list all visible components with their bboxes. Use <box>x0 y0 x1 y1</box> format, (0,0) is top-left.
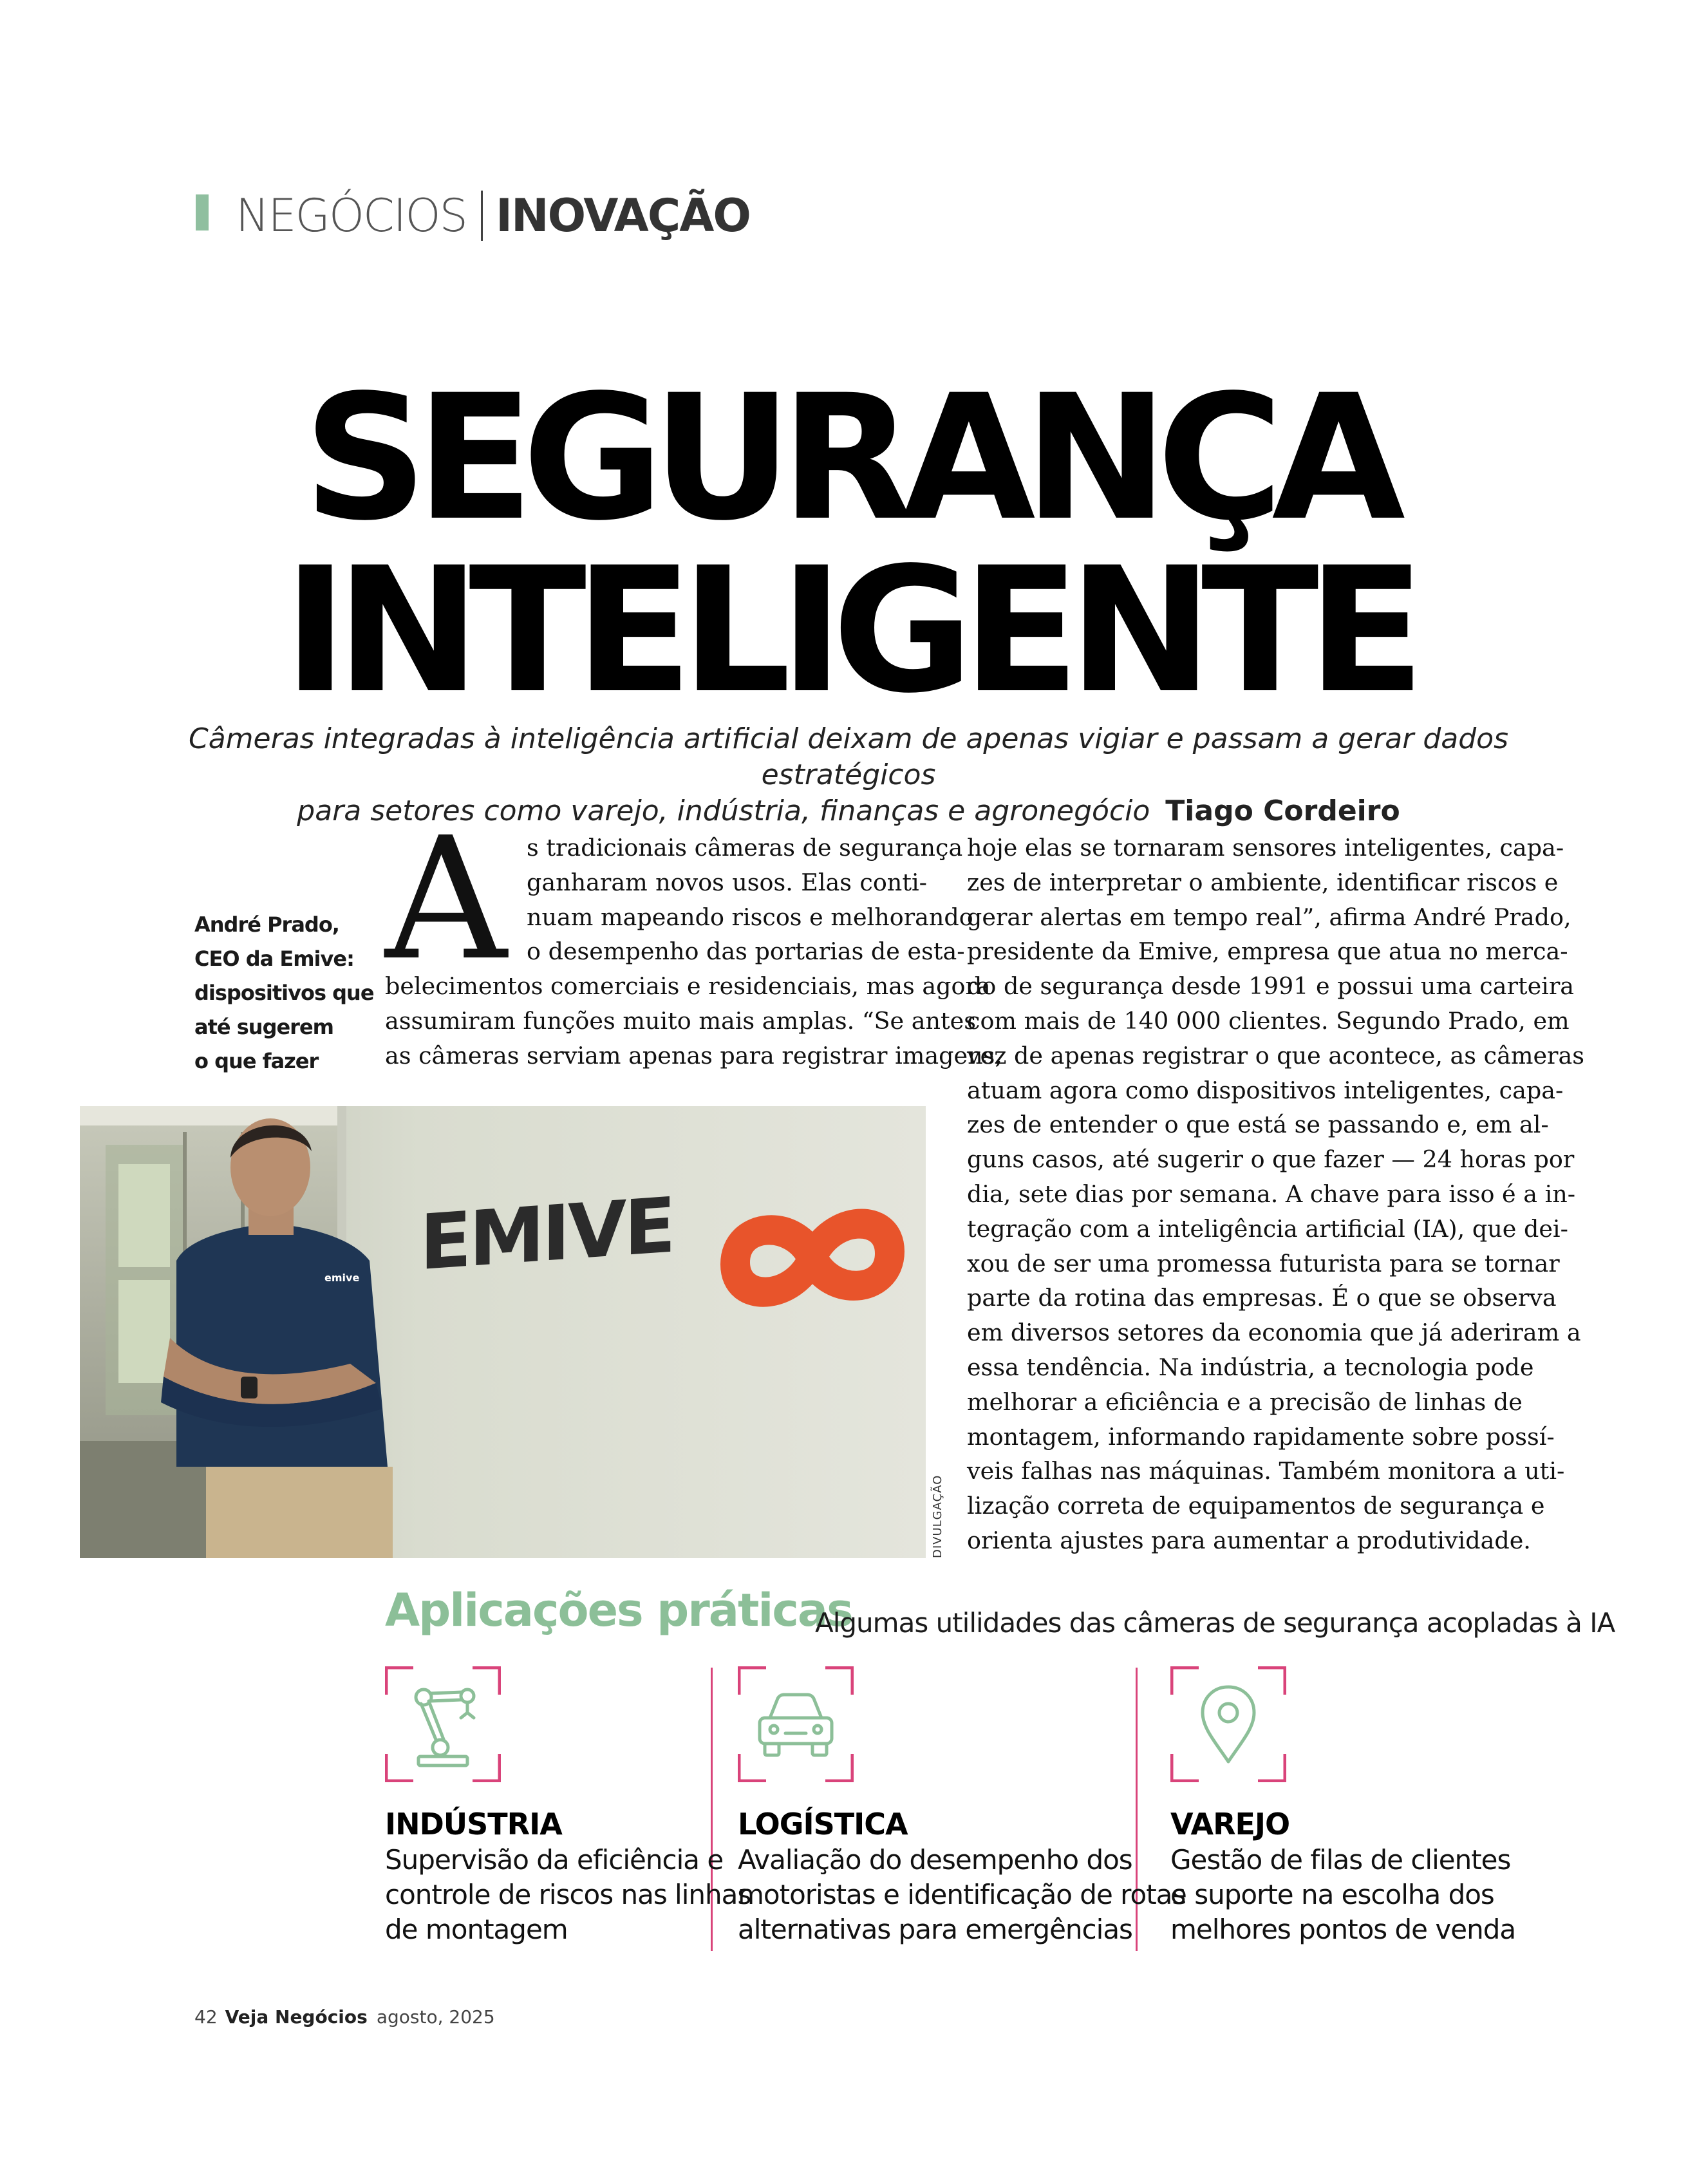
text-line: tegração com a inteligência artificial (IA), que dei- <box>967 1214 1568 1243</box>
logistics-heading: LOGÍSTICA <box>738 1807 908 1841</box>
description-line: motoristas e identificação de rotas <box>738 1879 1186 1910</box>
drop-cap: A <box>385 801 507 997</box>
headline-line-1: SEGURANÇA <box>303 358 1394 559</box>
section-header <box>236 180 750 251</box>
photo-credit-text: DIVULGAÇÃO <box>931 1474 944 1558</box>
text-line: dia, sete dias por semana. A chave para isso é a in- <box>967 1180 1576 1208</box>
deck-line-2: para setores como varejo, indústria, finanças e agronegócio <box>297 795 1150 827</box>
article-column-1 <box>385 831 1002 1073</box>
text-line: nuam mapeando riscos e melhorando <box>527 903 973 931</box>
caption-line: André Prado, <box>194 912 339 937</box>
car-icon <box>738 1666 854 1782</box>
byline: Tiago Cordeiro <box>1165 795 1400 827</box>
issue-date: agosto, 2025 <box>376 2006 495 2028</box>
retail-heading: VAREJO <box>1170 1807 1290 1841</box>
description-line: controle de riscos nas linhas <box>385 1879 751 1910</box>
logistics-description <box>738 1843 1185 1947</box>
text-line: parte da rotina das empresas. É o que se observa <box>967 1284 1557 1312</box>
caption-line: o que fazer <box>194 1049 319 1073</box>
publication-name: Veja Negócios <box>225 2006 368 2028</box>
industry-description <box>385 1843 751 1947</box>
ceo-photo <box>80 1106 926 1558</box>
retail-description <box>1170 1843 1515 1947</box>
caption-line: até sugerem <box>194 1015 333 1039</box>
text-line: atuam agora como dispositivos inteligentes, capa- <box>967 1076 1564 1104</box>
caption-line: CEO da Emive: <box>194 946 354 971</box>
description-line: melhores pontos de venda <box>1170 1914 1516 1945</box>
text-line: assumiram funções muito mais amplas. “Se antes <box>385 1006 976 1035</box>
deck <box>129 721 1568 829</box>
sign-text: EMIVE <box>420 1180 673 1288</box>
description-line: alternativas para emergências <box>738 1914 1132 1945</box>
description-line: e suporte na escolha dos <box>1170 1879 1494 1910</box>
industry-heading: INDÚSTRIA <box>385 1807 562 1841</box>
applications-subtitle: Algumas utilidades das câmeras de segurança acopladas à IA <box>815 1607 1615 1639</box>
text-line: ganharam novos usos. Elas conti- <box>527 868 927 896</box>
caption-line: dispositivos que <box>194 981 374 1005</box>
description-line: de montagem <box>385 1914 568 1945</box>
text-line: vez de apenas registrar o que acontece, as câmeras <box>967 1041 1584 1069</box>
text-line: lização correta de equipamentos de segurança e <box>967 1492 1545 1520</box>
text-line: o desempenho das portarias de esta- <box>527 937 965 966</box>
robot-arm-icon <box>385 1666 501 1782</box>
text-line: guns casos, até sugerir o que fazer — 24 horas por <box>967 1145 1575 1174</box>
text-line: presidente da Emive, empresa que atua no merca- <box>967 937 1568 966</box>
text-line: as câmeras serviam apenas para registrar imagens, <box>385 1041 1002 1069</box>
location-pin-icon <box>1170 1666 1286 1782</box>
section-topic: INOVAÇÃO <box>496 189 750 242</box>
photo-credit <box>927 1474 953 1558</box>
text-line: em diversos setores da economia que já aderiram a <box>967 1319 1581 1347</box>
text-line: s tradicionais câmeras de segurança <box>527 834 963 861</box>
text-line: gerar alertas em tempo real”, afirma André Prado, <box>967 903 1571 931</box>
text-line: hoje elas se tornaram sensores inteligentes, capa- <box>967 834 1564 861</box>
description-line: Supervisão da eficiência e <box>385 1844 724 1876</box>
text-line: com mais de 140 000 clientes. Segundo Prado, em <box>967 1006 1570 1035</box>
page-footer <box>194 2006 495 2028</box>
description-line: Avaliação do desempenho dos <box>738 1844 1132 1876</box>
text-line: melhorar a eficiência e a precisão de linhas de <box>967 1388 1523 1416</box>
description-line: Gestão de filas de clientes <box>1170 1844 1511 1876</box>
applications-title: Aplicações práticas <box>385 1584 852 1637</box>
photo-illustration <box>80 1106 926 1558</box>
text-line: veis falhas nas máquinas. Também monitora a uti- <box>967 1457 1565 1485</box>
text-line: orienta ajustes para aumentar a produtividade. <box>967 1526 1531 1554</box>
text-line: belecimentos comerciais e residenciais, mas agora <box>385 972 991 1001</box>
section-divider <box>481 191 483 241</box>
text-line: do de segurança desde 1991 e possui uma carteira <box>967 972 1575 1001</box>
page-number: 42 <box>194 2006 218 2028</box>
text-line: xou de ser uma promessa futurista para se tornar <box>967 1249 1560 1277</box>
photo-caption <box>194 908 374 1078</box>
headline-line-2: INTELIGENTE <box>283 531 1414 731</box>
article-column-2 <box>967 831 1584 1558</box>
section-marker <box>196 194 209 231</box>
headline <box>0 358 1697 731</box>
shirt-logo: emive <box>324 1272 360 1284</box>
text-line: montagem, informando rapidamente sobre possí- <box>967 1422 1555 1451</box>
deck-line-1: Câmeras integradas à inteligência artificial deixam de apenas vigiar e passam a gerar dados estratégicos <box>188 722 1509 791</box>
section-name: NEGÓCIOS <box>236 189 467 242</box>
text-line: zes de interpretar o ambiente, identificar riscos e <box>967 868 1559 896</box>
text-line: zes de entender o que está se passando e, em al- <box>967 1111 1549 1139</box>
text-line: essa tendência. Na indústria, a tecnologia pode <box>967 1353 1534 1381</box>
